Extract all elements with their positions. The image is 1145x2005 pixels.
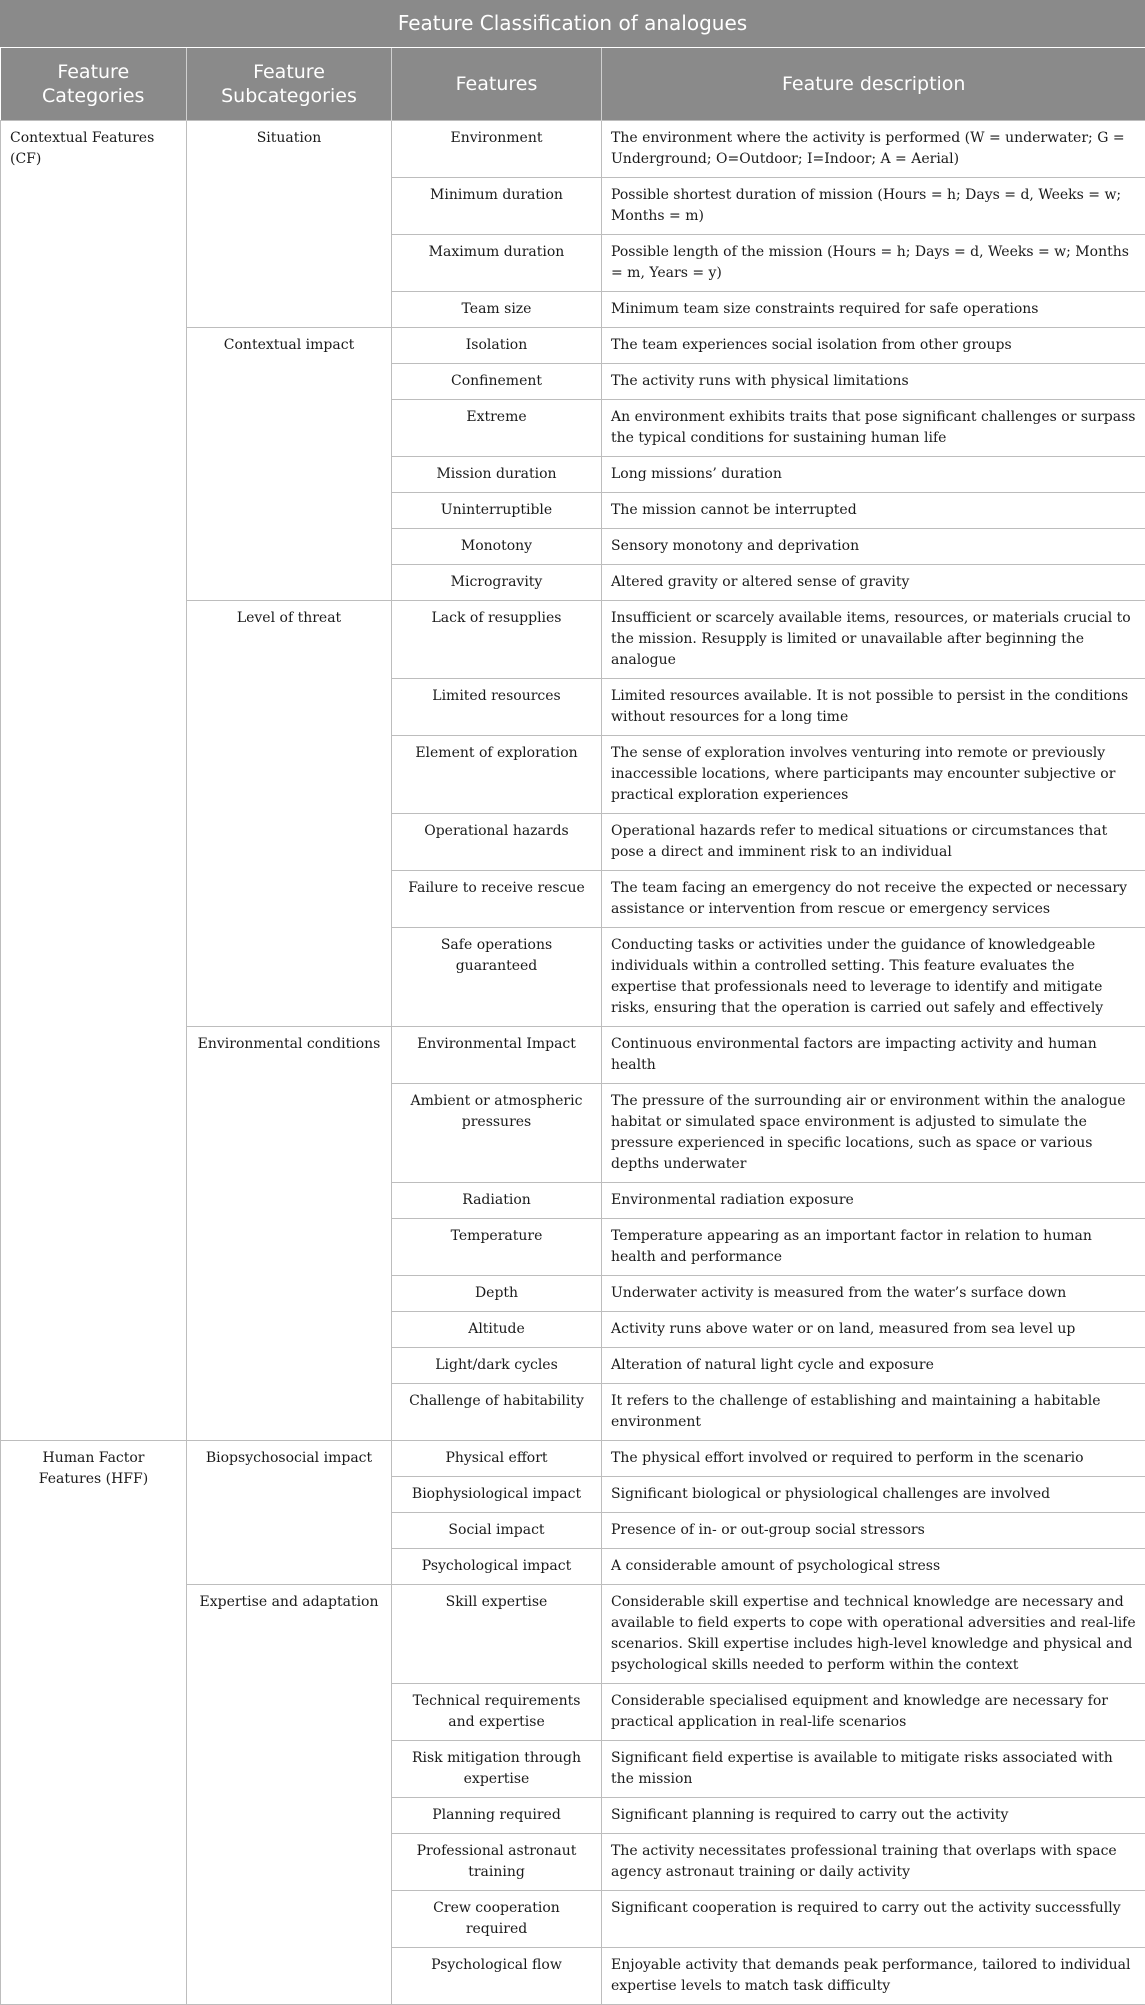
feature-cell: Biophysiological impact: [392, 1477, 602, 1513]
feature-cell: Altitude: [392, 1312, 602, 1348]
subcategory-cell: Expertise and adaptation: [187, 1585, 392, 2005]
feature-cell: Technical requirements and expertise: [392, 1684, 602, 1741]
feature-description-cell: Underwater activity is measured from the water’s surface down: [602, 1276, 1145, 1312]
feature-description-cell: Altered gravity or altered sense of gravity: [602, 565, 1145, 601]
feature-description-cell: Long missions’ duration: [602, 457, 1145, 493]
subcategory-cell: Level of threat: [187, 601, 392, 1027]
feature-cell: Uninterruptible: [392, 493, 602, 529]
feature-cell: Limited resources: [392, 679, 602, 736]
feature-cell: Depth: [392, 1276, 602, 1312]
column-header-categories: Feature Categories: [1, 48, 187, 121]
table-row: [1, 121, 1145, 178]
feature-description-cell: Temperature appearing as an important factor in relation to human health and performance: [602, 1219, 1145, 1276]
feature-cell: Confinement: [392, 364, 602, 400]
feature-description-cell: Presence of in- or out-group social stressors: [602, 1513, 1145, 1549]
table-title: Feature Classification of analogues: [0, 0, 1145, 48]
feature-cell: Monotony: [392, 529, 602, 565]
feature-description-cell: The pressure of the surrounding air or environment within the analogue habitat or simulated space environment is adjusted to simulate the pressure experienced in specific locations, such as space or various depths underwater: [602, 1084, 1145, 1183]
feature-description-cell: Possible length of the mission (Hours = h; Days = d, Weeks = w; Months = m, Years = y): [602, 235, 1145, 292]
column-header-description: Feature description: [602, 48, 1145, 121]
feature-cell: Planning required: [392, 1798, 602, 1834]
feature-description-cell: Significant planning is required to carry out the activity: [602, 1798, 1145, 1834]
header-row: [1, 48, 1145, 121]
feature-cell: Extreme: [392, 400, 602, 457]
feature-description-cell: It refers to the challenge of establishing and maintaining a habitable environment: [602, 1384, 1145, 1441]
subcategory-cell: Contextual impact: [187, 328, 392, 601]
feature-description-cell: The mission cannot be interrupted: [602, 493, 1145, 529]
feature-cell: Environmental Impact: [392, 1027, 602, 1084]
feature-cell: Risk mitigation through expertise: [392, 1741, 602, 1798]
feature-description-cell: Considerable skill expertise and technical knowledge are necessary and available to field experts to cope with operational adversities and real-life scenarios. Skill expertise includes high-level knowledge and physical and psychological skills needed to perform within the context: [602, 1585, 1145, 1684]
feature-description-cell: Limited resources available. It is not possible to persist in the conditions without resources for a long time: [602, 679, 1145, 736]
feature-cell: Professional astronaut training: [392, 1834, 602, 1891]
feature-description-cell: Environmental radiation exposure: [602, 1183, 1145, 1219]
feature-description-cell: Considerable specialised equipment and knowledge are necessary for practical application in real-life scenarios: [602, 1684, 1145, 1741]
feature-cell: Skill expertise: [392, 1585, 602, 1684]
feature-description-cell: The team facing an emergency do not receive the expected or necessary assistance or intervention from rescue or emergency services: [602, 871, 1145, 928]
feature-cell: Environment: [392, 121, 602, 178]
feature-cell: Mission duration: [392, 457, 602, 493]
feature-cell: Maximum duration: [392, 235, 602, 292]
feature-description-cell: The activity necessitates professional training that overlaps with space agency astronaut training or daily activity: [602, 1834, 1145, 1891]
subcategory-cell: Situation: [187, 121, 392, 328]
feature-cell: Social impact: [392, 1513, 602, 1549]
feature-description-cell: Enjoyable activity that demands peak performance, tailored to individual expertise levels to match task difficulty: [602, 1948, 1145, 2005]
feature-cell: Ambient or atmospheric pressures: [392, 1084, 602, 1183]
feature-description-cell: Sensory monotony and deprivation: [602, 529, 1145, 565]
feature-classification-table: [0, 48, 1145, 2005]
feature-description-cell: The team experiences social isolation from other groups: [602, 328, 1145, 364]
feature-cell: Element of exploration: [392, 736, 602, 814]
feature-cell: Psychological flow: [392, 1948, 602, 2005]
feature-cell: Crew cooperation required: [392, 1891, 602, 1948]
subcategory-cell: Biopsychosocial impact: [187, 1441, 392, 1585]
feature-cell: Team size: [392, 292, 602, 328]
feature-description-cell: Alteration of natural light cycle and exposure: [602, 1348, 1145, 1384]
feature-description-cell: Operational hazards refer to medical situations or circumstances that pose a direct and imminent risk to an individual: [602, 814, 1145, 871]
feature-description-cell: Insufficient or scarcely available items, resources, or materials crucial to the mission. Resupply is limited or unavailable after beginning the analogue: [602, 601, 1145, 679]
feature-cell: Safe operations guaranteed: [392, 928, 602, 1027]
column-header-subcategories: Feature Subcategories: [187, 48, 392, 121]
feature-cell: Radiation: [392, 1183, 602, 1219]
feature-description-cell: Significant field expertise is available to mitigate risks associated with the mission: [602, 1741, 1145, 1798]
table-body: [1, 121, 1145, 2005]
column-header-features: Features: [392, 48, 602, 121]
feature-description-cell: A considerable amount of psychological stress: [602, 1549, 1145, 1585]
feature-description-cell: The activity runs with physical limitations: [602, 364, 1145, 400]
feature-cell: Isolation: [392, 328, 602, 364]
subcategory-cell: Environmental conditions: [187, 1027, 392, 1441]
table-row: [1, 1441, 1145, 1477]
feature-cell: Challenge of habitability: [392, 1384, 602, 1441]
feature-description-cell: The physical effort involved or required to perform in the scenario: [602, 1441, 1145, 1477]
feature-description-cell: Significant biological or physiological challenges are involved: [602, 1477, 1145, 1513]
feature-cell: Light/dark cycles: [392, 1348, 602, 1384]
feature-description-cell: The sense of exploration involves venturing into remote or previously inaccessible locations, where participants may encounter subjective or practical exploration experiences: [602, 736, 1145, 814]
feature-cell: Failure to receive rescue: [392, 871, 602, 928]
feature-description-cell: Significant cooperation is required to carry out the activity successfully: [602, 1891, 1145, 1948]
feature-cell: Minimum duration: [392, 178, 602, 235]
category-cell: Contextual Features (CF): [1, 121, 187, 1441]
feature-cell: Lack of resupplies: [392, 601, 602, 679]
feature-cell: Psychological impact: [392, 1549, 602, 1585]
feature-cell: Operational hazards: [392, 814, 602, 871]
category-cell: Human Factor Features (HFF): [1, 1441, 187, 2005]
feature-description-cell: Minimum team size constraints required for safe operations: [602, 292, 1145, 328]
feature-description-cell: Activity runs above water or on land, measured from sea level up: [602, 1312, 1145, 1348]
feature-description-cell: Conducting tasks or activities under the guidance of knowledgeable individuals within a controlled setting. This feature evaluates the expertise that professionals need to leverage to identify and mitigate risks, ensuring that the operation is carried out safely and effectively: [602, 928, 1145, 1027]
feature-cell: Microgravity: [392, 565, 602, 601]
feature-description-cell: Possible shortest duration of mission (Hours = h; Days = d, Weeks = w; Months = m): [602, 178, 1145, 235]
feature-description-cell: The environment where the activity is performed (W = underwater; G = Underground; O=Outdoor; I=Indoor; A = Aerial): [602, 121, 1145, 178]
feature-description-cell: An environment exhibits traits that pose significant challenges or surpass the typical conditions for sustaining human life: [602, 400, 1145, 457]
feature-description-cell: Continuous environmental factors are impacting activity and human health: [602, 1027, 1145, 1084]
feature-cell: Temperature: [392, 1219, 602, 1276]
feature-cell: Physical effort: [392, 1441, 602, 1477]
